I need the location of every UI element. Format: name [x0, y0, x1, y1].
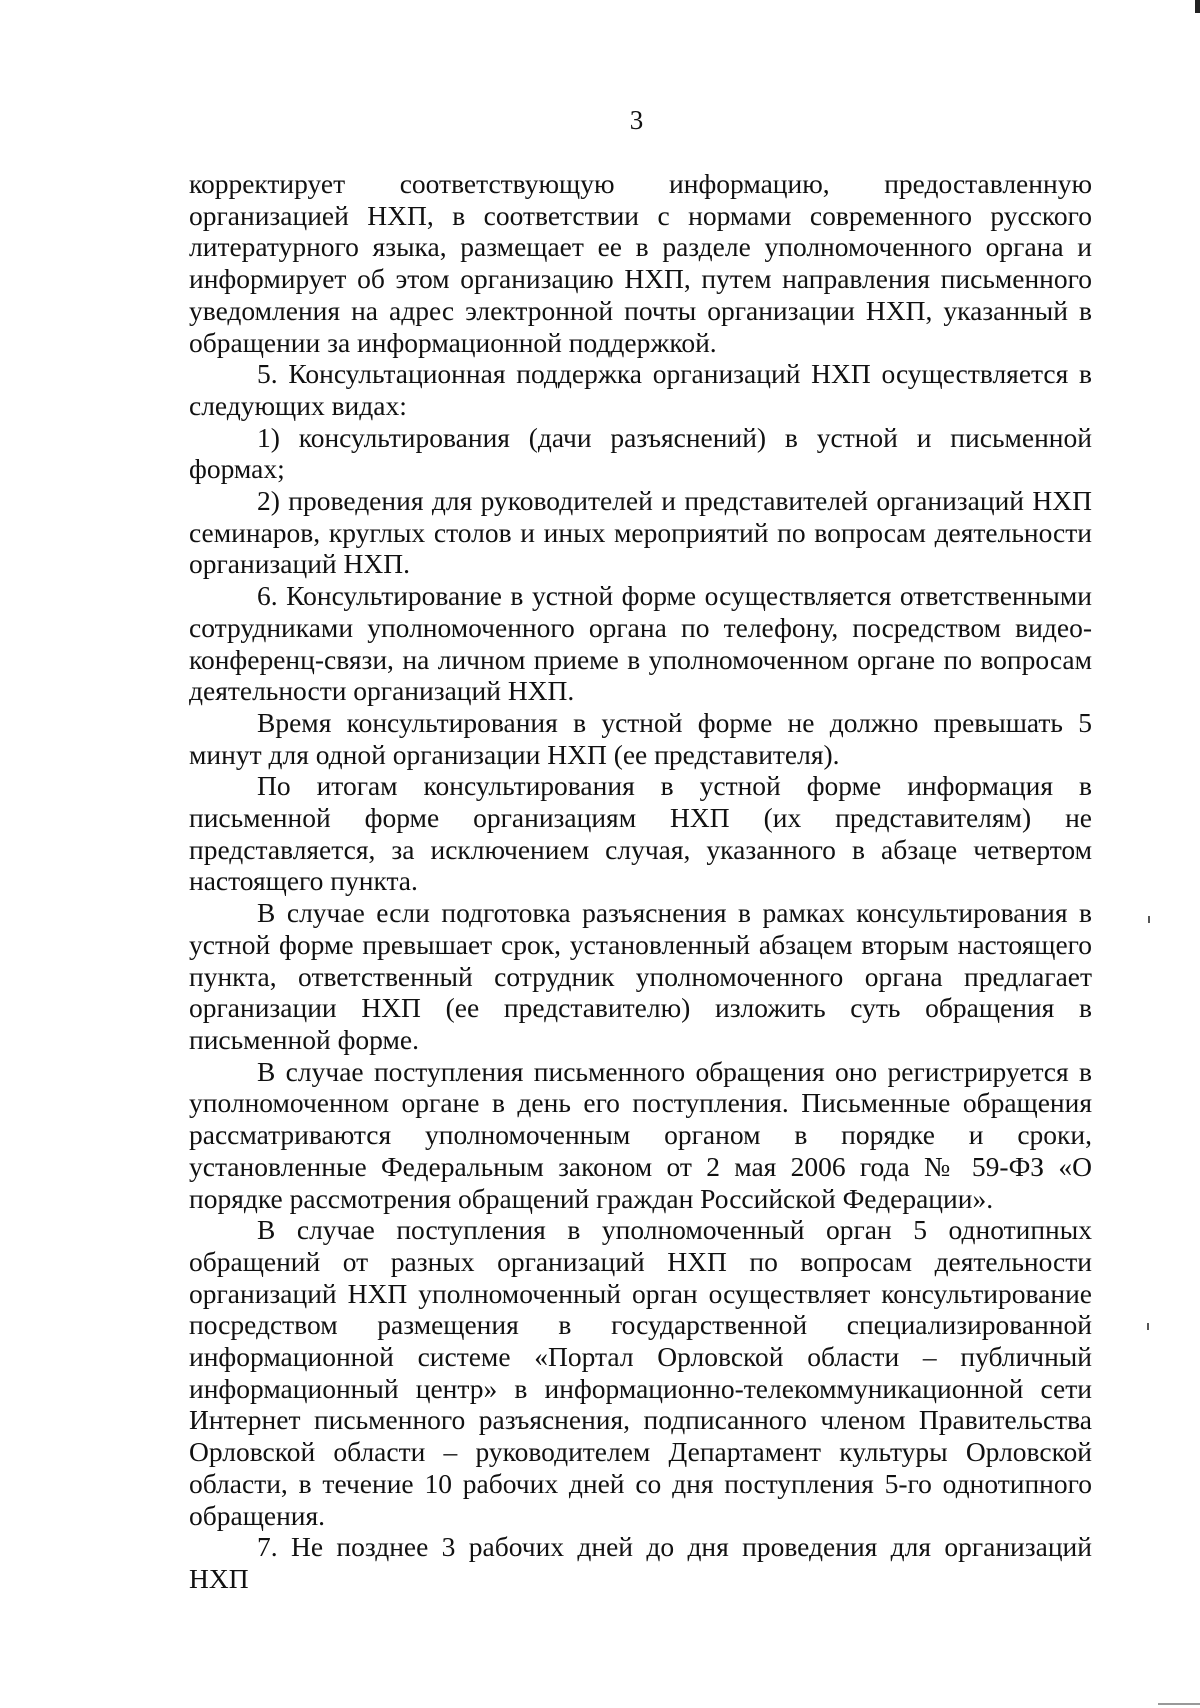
paragraph: Время консультирования в устной форме не должно превышать 5 минут для одной организации НХП (ее представителя). [189, 706, 1092, 770]
scan-artifact-dot [1147, 1323, 1149, 1330]
paragraph: 6. Консультирование в устной форме осуществляется ответственными сотрудниками уполномоченного органа по телефону, посредством видео-конференц-связи, на личном приеме в уполномоченном органе по вопросам деятельности организаций НХП. [189, 580, 1092, 707]
paragraph: В случае поступления в уполномоченный орган 5 однотипных обращений от разных организаций НХП по вопросам деятельности организаций НХП уполномоченный орган осуществляет консультирование посредством размещения в государственной специализированной информационной системе «Портал Орловской области – публичный информационный центр» в информационно-телекоммуникационной сети Интернет письменного разъяснения, подписанного членом Правительства Орловской области – руководителем Департамент культуры Орловской области, в течение 10 рабочих дней со дня поступления 5-го однотипного обращения. [189, 1214, 1092, 1531]
scan-artifact-line [1158, 1703, 1200, 1705]
paragraph: 1) консультирования (дачи разъяснений) в устной и письменной формах; [189, 421, 1092, 485]
paragraph: корректирует соответствующую информацию, предоставленную организацией НХП, в соответствии с нормами современного русского литературного языка, размещает ее в разделе уполномоченного органа и информирует об этом организацию НХП, путем направления письменного уведомления на адрес электронной почты организации НХП, указанный в обращении за информационной поддержкой. [189, 168, 1092, 358]
paragraph: 5. Консультационная поддержка организаций НХП осуществляется в следующих видах: [189, 358, 1092, 421]
page-number: 3 [629, 105, 644, 135]
paragraph: 2) проведения для руководителей и представителей организаций НХП семинаров, круглых столов и иных мероприятий по вопросам деятельности организаций НХП. [189, 485, 1092, 580]
paragraph: В случае если подготовка разъяснения в рамках консультирования в устной форме превышает срок, установленный абзацем вторым настоящего пункта, ответственный сотрудник уполномоченного органа предлагает организации НХП (ее представителю) изложить суть обращения в письменной форме. [189, 897, 1092, 1055]
scan-artifact-dot [1148, 916, 1150, 923]
paragraph: В случае поступления письменного обращения оно регистрируется в уполномоченном органе в день его поступления. Письменные обращения рассматриваются уполномоченным органом в порядке и сроки, установленные Федеральным законом от 2 мая 2006 года № 59-ФЗ «О порядке рассмотрения обращений граждан Российской Федерации». [189, 1055, 1092, 1214]
paragraph: 7. Не позднее 3 рабочих дней до дня проведения для организаций НХП [189, 1531, 1092, 1594]
paragraph: По итогам консультирования в устной форме информация в письменной форме организациям НХП (их представителям) не представляется, за исключением случая, указанного в абзаце четвертом настоящего пункта. [189, 770, 1092, 897]
document-body [189, 168, 1092, 1595]
scan-artifact-mark [1195, 0, 1200, 13]
